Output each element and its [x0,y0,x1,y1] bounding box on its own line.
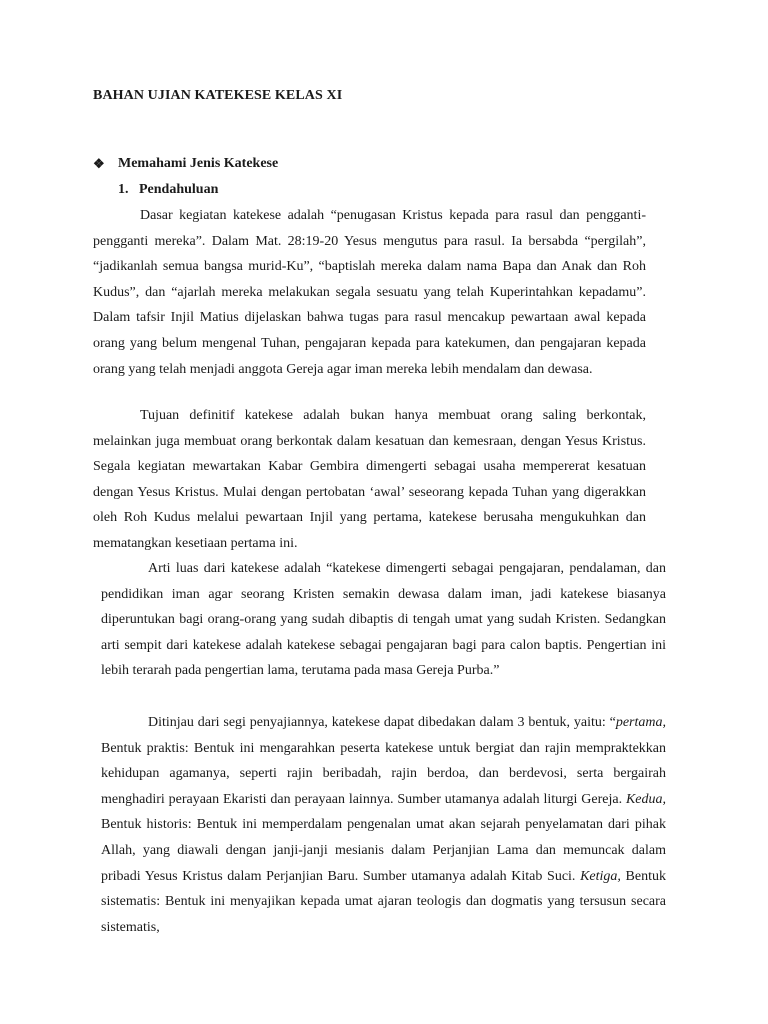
paragraph-block-4 [101,710,666,940]
paragraph-4-pertama: pertama, [615,715,666,730]
paragraph-2: Tujuan definitif katekese adalah bukan hanya membuat orang saling berkontak, melainkan juga membuat orang berkontak dalam kesatuan dan kemesraan, dengan Yesus Kristus. Segala kegiatan mewartakan Kabar Gembira dimengerti sebagai usaha mempererat kesatuan dengan Yesus Kristus. Mulai dengan pertobatan ‘awal’ seseorang kepada Tuhan yang digerakkan oleh Roh Kudus melalui pewartaan Injil yang pertama, katekese berusaha mengukuhkan dan mematangkan kesetiaan pertama ini. [93,408,646,551]
paragraph-1: Dasar kegiatan katekese adalah “penugasan Kristus kepada para rasul dan pengganti-pengganti mereka”. Dalam Mat. 28:19-20 Yesus mengutus para rasul. Ia bersabda “pergilah”, “jadikanlah semua bangsa murid-Ku”, “baptislah mereka dalam nama Bapa dan Anak dan Roh Kudus”, dan “ajarlah mereka melakukan segala sesuatu yang telah Kuperintahkan kepadamu”. Dalam tafsir Injil Matius dijelaskan bahwa tugas para rasul mencakup pewartaan awal kepada orang yang belum mengenal Tuhan, pengajaran kepada para katekumen, dan pengajaran kepada orang yang telah menjadi anggota Gereja agar iman mereka lebih mendalam dan dewasa. [93,208,646,377]
subsection-heading-row [118,182,218,198]
paragraph-4-text-2: Bentuk historis: Bentuk ini memperdalam pengenalan umat akan sejarah penyelamatan dari pihak Allah, yang diawali dengan janji-janji mesianis dalam Perjanjian Lama dan memuncak dalam pribadi Yesus Kristus dalam Perjanjian Baru. Sumber utamanya adalah Kitab Suci. [101,817,666,884]
paragraph-3: Arti luas dari katekese adalah “katekese dimengerti sebagai pengajaran, pendalaman, dan pendidikan iman agar seorang Kristen semakin dewasa dalam iman, jadi katekese biasanya diperuntukan bagi orang-orang yang sudah dibaptis di tengah umat yang sudah Kristen. Sedangkan arti sempit dari katekese adalah katekese sebagai pengajaran bagi para calon baptis. Pengertian ini lebih terarah pada pengertian lama, terutama pada masa Gereja Purba.” [101,561,666,679]
paragraph-4-text-3: Bentuk sistematis: Bentuk ini menyajikan kepada umat ajaran teologis dan dogmatis yang tersusun secara sistematis, [101,868,666,935]
paragraph-block-3 [101,556,666,684]
document-title: BAHAN UJIAN KATEKESE KELAS XI [93,88,343,103]
paragraph-4-kedua: Kedua, [625,791,666,807]
subsection-heading: Pendahuluan [139,182,219,197]
subsection-number: 1. [118,182,129,197]
section-heading: Memahami Jenis Katekese [118,156,279,171]
diamond-bullet-icon: ❖ [93,156,105,171]
paragraph-4-text-1: Bentuk praktis: Bentuk ini mengarahkan peserta katekese untuk bergiat dan rajin mempraktekkan kehidupan agamanya, seperti rajin beribadah, rajin berdoa, dan berdevosi, serta bergairah menghadiri perayaan Ekaristi dan perayaan lainnya. Sumber utamanya adalah liturgi Gereja. [101,740,666,807]
paragraph-4-intro: Ditinjau dari segi penyajiannya, katekese dapat dibedakan dalam 3 bentuk, yaitu: “ [148,715,616,730]
section-heading-row [93,156,278,172]
paragraph-block-1 [93,203,646,382]
paragraph-4-ketiga: Ketiga, [580,868,621,884]
paragraph-4 [101,710,666,940]
paragraph-block-2 [93,403,646,557]
